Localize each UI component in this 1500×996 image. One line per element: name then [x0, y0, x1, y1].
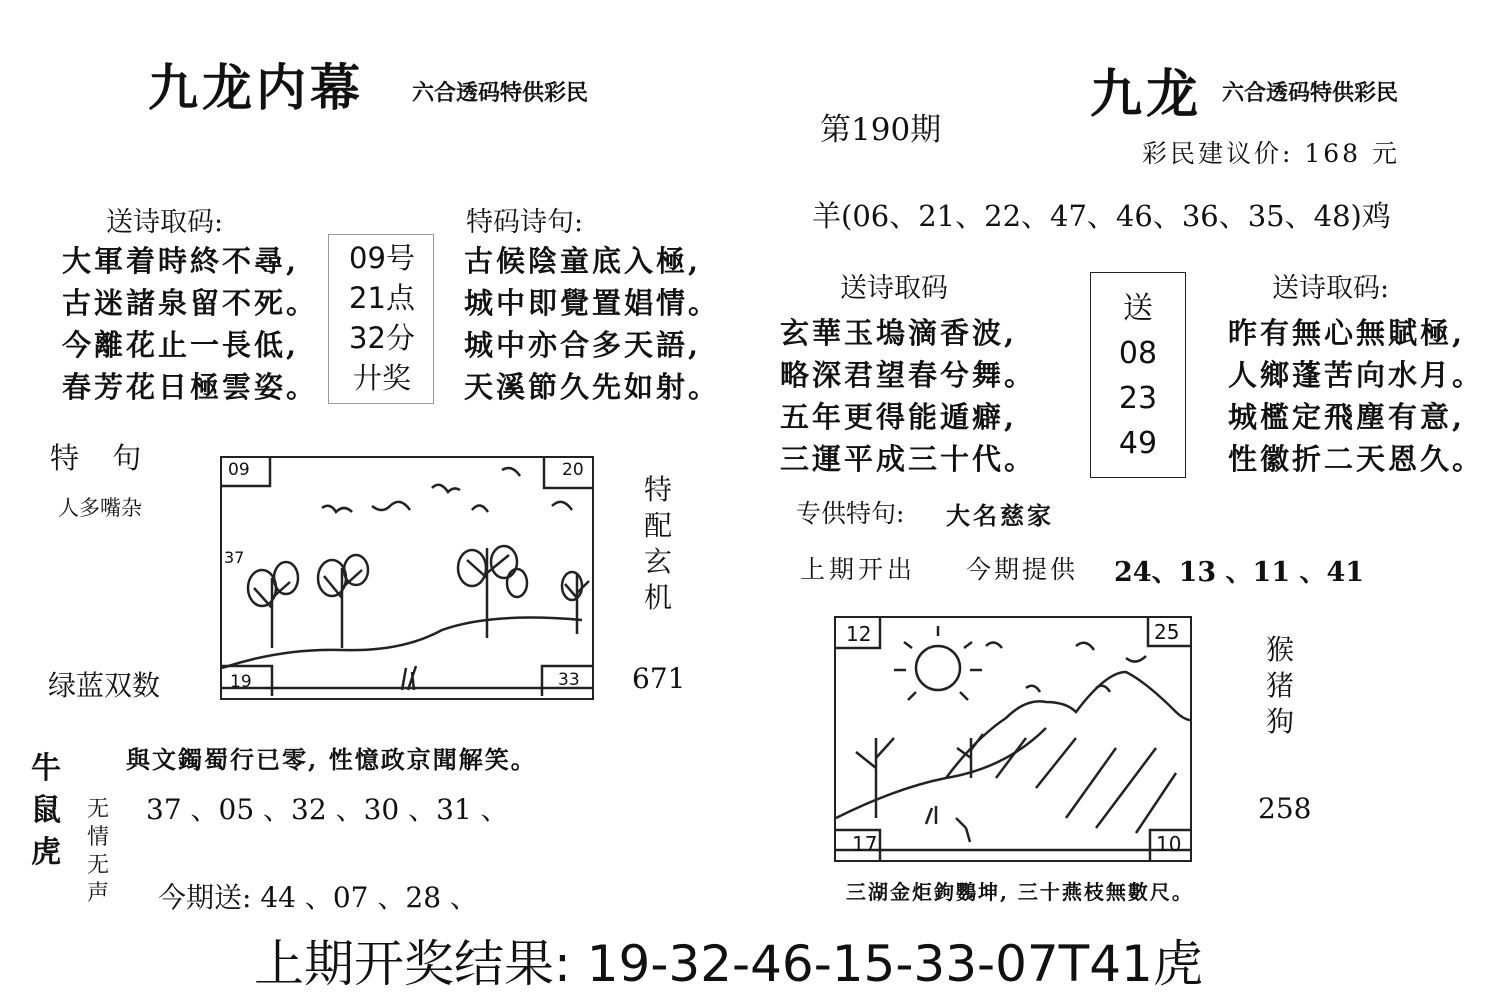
box-value: 32分	[349, 321, 415, 355]
color-label: 绿蓝双数	[48, 669, 161, 702]
left-corner-side: 37	[224, 548, 245, 567]
left-corner-tl: 09	[228, 460, 250, 480]
wuqing-vertical	[84, 796, 112, 908]
right-poem-heading-2: 送诗取码:	[1272, 273, 1390, 304]
teju-value: 人多嘴杂	[58, 496, 142, 520]
left-corner-bl: 19	[230, 672, 252, 692]
left-poem	[62, 240, 318, 408]
zodiac-char: 鼠	[31, 793, 61, 828]
wuqing-char: 无	[86, 797, 109, 822]
poem-line: 昨有無心無賦極,	[1228, 316, 1466, 350]
poem-line: 古候陰童底入極,	[464, 244, 702, 278]
left-te-poem	[464, 240, 720, 408]
left-poem-heading: 送诗取码:	[106, 207, 224, 238]
side-char: 特	[643, 473, 672, 506]
poem-line: 城檻定飛塵有意,	[1228, 400, 1466, 434]
poem-line: 五年更得能遁癖,	[780, 400, 1018, 434]
poem-line: 性徽折二天恩久。	[1228, 442, 1485, 476]
poem-line: 天溪節久先如射。	[464, 370, 721, 404]
left-te-heading: 特码诗句:	[466, 207, 584, 238]
box-value: 49	[1118, 426, 1158, 461]
right-poem-1	[780, 312, 1036, 480]
left-corner-tr: 20	[562, 460, 584, 480]
left-subtitle: 六合透码特供彩民	[412, 80, 589, 106]
poem-line: 人鄉蓬苦向水月。	[1228, 358, 1485, 392]
box-value: 09号	[349, 241, 415, 275]
poem-line: 城中即覺置娼情。	[464, 286, 721, 320]
right-verse: 三湖金炬鉤鸚坤, 三十燕枝無數尺。	[846, 880, 1194, 904]
poem-line: 略深君望春兮舞。	[780, 358, 1037, 392]
wuqing-char: 情	[86, 825, 109, 850]
side-char: 猴	[1265, 633, 1294, 666]
poem-line: 三運平成三十代。	[780, 442, 1037, 476]
zodiac-vertical	[28, 748, 64, 874]
side-char: 玄	[643, 545, 672, 578]
left-verse: 與文鐲蜀行已零, 性憶政京聞解笑。	[126, 745, 537, 774]
side-char: 配	[643, 509, 672, 542]
left-numbers-line: 37 、05 、32 、30 、31 、	[146, 793, 509, 826]
right-corner-tl: 12	[846, 622, 872, 646]
right-corner-tr: 25	[1154, 620, 1180, 644]
issue-number: 第190期	[820, 112, 942, 148]
box-value: 廾奖	[352, 361, 411, 395]
footer-result: 上期开奖结果: 19-32-46-15-33-07T41虎	[254, 935, 1203, 993]
teju-label: 特 句	[50, 441, 154, 475]
right-corner-br: 10	[1156, 832, 1182, 856]
right-code-box-values	[1090, 286, 1186, 466]
this-label: 今期提供	[966, 555, 1079, 584]
wuqing-char: 声	[86, 881, 109, 906]
box-value: 23	[1118, 381, 1158, 416]
zodiac-char: 牛	[31, 751, 61, 786]
special-label: 专供特句:	[796, 499, 905, 528]
sheep-line: 羊(06、21、22、47、46、36、35、48)鸡	[812, 199, 1391, 233]
right-corner-bl: 17	[852, 832, 878, 856]
side-char: 机	[643, 581, 672, 614]
last-label: 上期开出	[800, 555, 917, 584]
right-poem-heading-1: 送诗取码	[840, 273, 948, 304]
special-value: 大名慈家	[946, 501, 1054, 530]
box-value: 21点	[349, 281, 415, 315]
left-code-box-values	[330, 238, 434, 398]
poem-line: 大軍着時終不尋,	[62, 244, 300, 278]
left-send-line: 今期送: 44 、07 、28 、	[158, 881, 478, 914]
side-char: 狗	[1265, 705, 1294, 738]
poem-line: 城中亦合多天語,	[464, 328, 702, 362]
poem-line: 玄華玉塢滴香波,	[780, 316, 1018, 350]
right-side-vertical	[1260, 632, 1300, 740]
right-side-number: 258	[1258, 792, 1312, 825]
box-value: 送	[1123, 291, 1153, 326]
side-char: 猪	[1265, 669, 1294, 702]
left-corner-br: 33	[558, 670, 580, 690]
this-numbers: 24、13 、11 、41	[1114, 557, 1365, 588]
poem-line: 春芳花日極雲姿。	[62, 370, 319, 404]
poem-line: 今離花止一長低,	[62, 328, 300, 362]
right-subtitle: 六合透码特供彩民	[1222, 80, 1399, 106]
left-landscape-drawing	[222, 458, 592, 698]
right-title: 九龙	[1090, 64, 1203, 125]
right-poem-2	[1228, 312, 1484, 480]
left-title: 九龙内幕	[148, 58, 364, 117]
zodiac-char: 虎	[31, 835, 61, 870]
price: 彩民建议价: 168 元	[1142, 139, 1401, 168]
left-side-vertical	[638, 472, 678, 616]
left-side-number: 671	[632, 662, 686, 695]
wuqing-char: 无	[86, 853, 109, 878]
box-value: 08	[1118, 336, 1158, 371]
poem-line: 古迷諸泉留不死。	[62, 286, 319, 320]
right-landscape-drawing	[836, 618, 1190, 860]
